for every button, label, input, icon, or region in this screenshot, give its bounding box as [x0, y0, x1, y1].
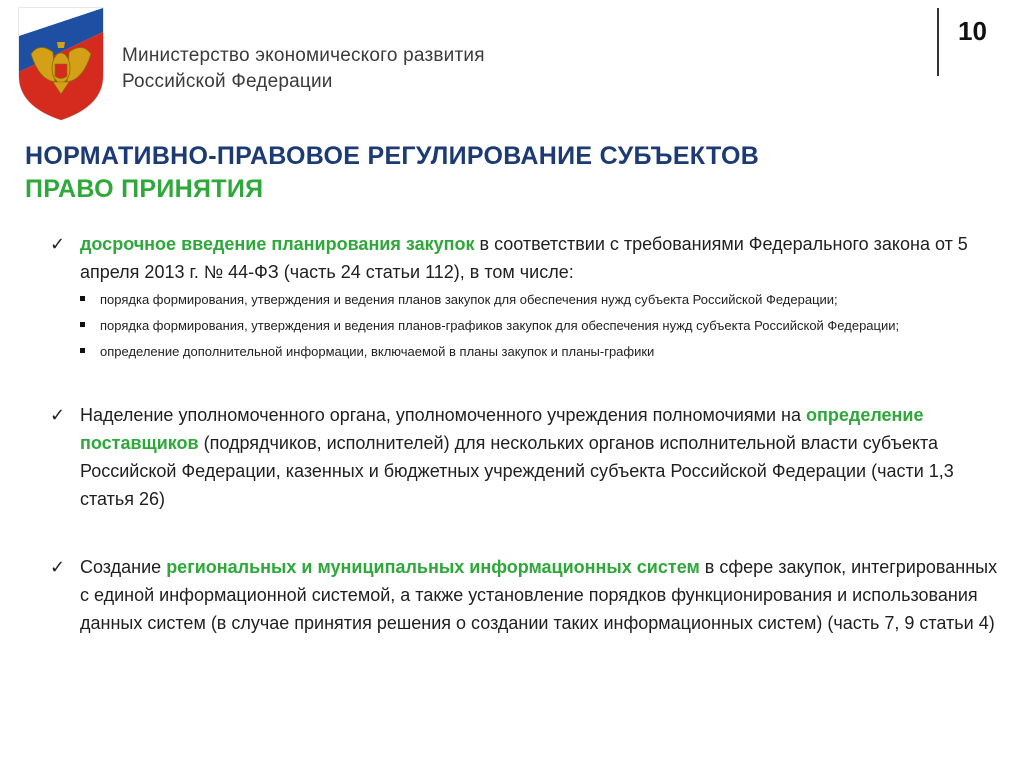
- square-bullet-icon: [80, 296, 85, 301]
- sub-item-text: порядка формирования, утверждения и ведения планов-графиков закупок для обеспечения нужд субъекта Российской Федерации;: [100, 318, 900, 333]
- list-item-early-planning: [50, 230, 1000, 361]
- sub-item-text: определение дополнительной информации, включаемой в планы закупок и планы-графики: [100, 344, 655, 359]
- item-text: в соответствии с требованиями Федерального закона от 5 апреля 2013 г. № 44-ФЗ (часть 24 статьи 112), в том числе:: [80, 234, 968, 282]
- sub-list-item: [80, 316, 1000, 335]
- ministry-emblem-logo: [17, 6, 105, 122]
- sub-list: [80, 290, 1000, 361]
- slide-title-line1: НОРМАТИВНО-ПРАВОВОЕ РЕГУЛИРОВАНИЕ СУБЪЕКТОВ: [25, 142, 760, 170]
- check-icon: ✓: [50, 234, 66, 254]
- sub-item-text: порядка формирования, утверждения и ведения планов закупок для обеспечения нужд субъекта Российской Федерации;: [100, 292, 838, 307]
- ministry-name: [122, 43, 485, 95]
- page-number: 10: [958, 16, 987, 46]
- list-item-authorized-body: [50, 401, 1000, 513]
- item-text-after: в сфере закупок, интегрированных с единой информационной системой, а также установление порядков функционирования и использования данных систем (в случае принятия решения о создании таких информационных систем) (часть 7, 9 статьи 4): [80, 557, 998, 633]
- square-bullet-icon: [80, 322, 85, 327]
- slide-title-line2: ПРАВО ПРИНЯТИЯ: [25, 175, 264, 203]
- check-icon: ✓: [50, 557, 66, 577]
- item-text-before: Наделение уполномоченного органа, уполномоченного учреждения полномочиями на: [80, 405, 807, 425]
- item-highlight: досрочное введение планирования закупок: [80, 234, 475, 254]
- ministry-name-line2: Российской Федерации: [122, 71, 333, 92]
- item-highlight: региональных и муниципальных информационных систем: [166, 557, 700, 577]
- sub-list-item: [80, 290, 1000, 309]
- check-icon: ✓: [50, 405, 66, 425]
- slide-title: [25, 140, 759, 206]
- list-item-information-systems: [50, 553, 1000, 637]
- item-text-after: (подрядчиков, исполнителей) для нескольких органов исполнительной власти субъекта Российской Федерации, казенных и бюджетных учреждений субъекта Российской Федерации (части 1,3 статья 26): [80, 433, 954, 509]
- header-divider: [937, 8, 939, 76]
- ministry-name-line1: Министерство экономического развития: [122, 45, 485, 66]
- sub-list-item: [80, 342, 1000, 361]
- item-highlight: определение поставщиков: [80, 405, 924, 453]
- square-bullet-icon: [80, 348, 85, 353]
- slide-content: [50, 230, 1000, 637]
- item-text-before: Создание: [80, 557, 167, 577]
